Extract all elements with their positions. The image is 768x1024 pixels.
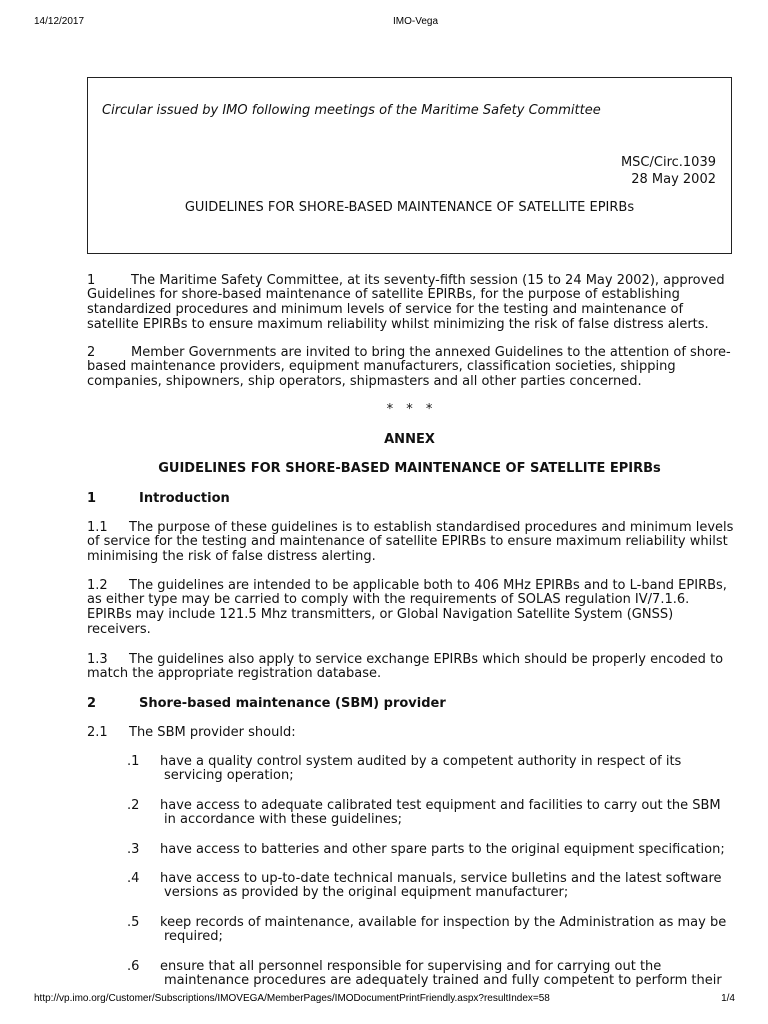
paragraph-line: [87, 274, 732, 289]
list-item: [127, 843, 732, 858]
list-item-number: .6: [127, 958, 140, 974]
paragraph-line: [87, 579, 732, 594]
list-item: [127, 960, 732, 989]
list-item-line: in accordance with these guidelines;: [164, 812, 402, 828]
list-item: [127, 916, 732, 945]
list-item-line: [127, 843, 732, 858]
list-item-line: maintenance procedures are adequately trained and fully competent to perform their: [164, 973, 722, 989]
annex-paragraph: [87, 521, 732, 565]
print-url: http://vp.imo.org/Customer/Subscriptions/IMOVEGA/MemberPages/IMODocumentPrintFriendly.aspx?resultIndex=58: [34, 993, 550, 1004]
paragraph-line: of service for the testing and maintenance of satellite EPIRBs to ensure maximum reliability whilst: [87, 534, 728, 550]
annex-paragraph: [87, 579, 732, 638]
list-item: [127, 755, 732, 784]
paragraph-number: 2: [87, 344, 96, 360]
circular-reference: MSC/Circ.1039: [620, 154, 716, 170]
paragraph-line: Guidelines for shore-based maintenance of satellite EPIRBs, for the purpose of establishing: [87, 287, 680, 303]
circular-date: 28 May 2002: [631, 171, 716, 187]
section-heading: [87, 492, 732, 507]
paragraph-number: 2.1: [87, 724, 108, 740]
paragraph-line: satellite EPIRBs to ensure maximum reliability whilst minimizing the risk of false distress alerts.: [87, 316, 709, 332]
list-item: [127, 799, 732, 828]
list-item: [127, 872, 732, 901]
list-item-number: .5: [127, 914, 140, 930]
paragraph-line: receivers.: [87, 621, 151, 637]
list-item-line: [127, 960, 732, 975]
intro-paragraph: [87, 346, 732, 390]
paragraph-text: The purpose of these guidelines is to establish standardised procedures and minimum levels: [129, 519, 734, 535]
paragraph-text: The guidelines are intended to be applicable both to 406 MHz EPIRBs and to L-band EPIRBs,: [129, 577, 727, 593]
print-site-title: IMO-Vega: [393, 16, 439, 27]
section-number: 2: [87, 695, 97, 711]
section-title: Introduction: [139, 490, 230, 506]
list-item-text: ensure that all personnel responsible for supervising and for carrying out the: [160, 958, 662, 974]
paragraph-line: standardized procedures and minimum levels of service for the testing and maintenance of: [87, 301, 684, 317]
list-item-line: required;: [164, 929, 223, 945]
paragraph-line: EPIRBs may include 121.5 Mhz transmitters, or Global Navigation Satellite System (GNSS): [87, 606, 674, 622]
paragraph-line: based maintenance providers, equipment manufacturers, classification societies, shipping: [87, 359, 676, 375]
section-number: 1: [87, 490, 97, 506]
section-heading: [87, 697, 732, 712]
circular-title: GUIDELINES FOR SHORE-BASED MAINTENANCE OF SATELLITE EPIRBs: [184, 199, 635, 215]
list-item-text: have a quality control system audited by a competent authority in respect of its: [160, 753, 682, 769]
circular-issued-note: Circular issued by IMO following meetings of the Maritime Safety Committee: [102, 102, 601, 118]
annex-paragraph: [87, 653, 732, 682]
list-item-line: [127, 916, 732, 931]
paragraph-number: 1.2: [87, 577, 108, 593]
annex-paragraph: [87, 726, 732, 741]
paragraph-line: [87, 653, 732, 668]
paragraph-line: match the appropriate registration database.: [87, 666, 382, 682]
section-separator: * * *: [386, 401, 433, 417]
paragraph-line: [87, 726, 732, 741]
print-date: 14/12/2017: [34, 16, 85, 27]
paragraph-text: Member Governments are invited to bring the annexed Guidelines to the attention of shore-: [131, 344, 731, 360]
list-item-number: .3: [127, 841, 140, 857]
paragraph-text: The SBM provider should:: [129, 724, 296, 740]
list-item-text: have access to up-to-date technical manuals, service bulletins and the latest software: [160, 870, 722, 886]
section-title: Shore-based maintenance (SBM) provider: [139, 695, 446, 711]
section-heading-line: [87, 492, 732, 507]
page-indicator: 1/4: [721, 993, 735, 1004]
list-item-text: keep records of maintenance, available for inspection by the Administration as may be: [160, 914, 727, 930]
paragraph-text: The guidelines also apply to service exchange EPIRBs which should be properly encoded to: [129, 651, 724, 667]
paragraph-number: 1.3: [87, 651, 108, 667]
list-item-line: servicing operation;: [164, 768, 294, 784]
paragraph-line: companies, shipowners, ship operators, shipmasters and all other parties concerned.: [87, 373, 642, 389]
paragraph-line: as either type may be carried to comply with the requirements of SOLAS regulation IV/7.1.6.: [87, 592, 690, 608]
paragraph-number: 1.1: [87, 519, 108, 535]
list-item-number: .4: [127, 870, 140, 886]
list-item-number: .2: [127, 797, 140, 813]
intro-paragraph: [87, 274, 732, 333]
list-item-line: versions as provided by the original equipment manufacturer;: [164, 885, 569, 901]
annex-title: GUIDELINES FOR SHORE-BASED MAINTENANCE OF SATELLITE EPIRBs: [158, 460, 661, 476]
list-item-line: [127, 755, 732, 770]
paragraph-line: [87, 346, 732, 361]
list-item-text: have access to adequate calibrated test equipment and facilities to carry out the SBM: [160, 797, 721, 813]
section-heading-line: [87, 697, 732, 712]
paragraph-line: [87, 521, 732, 536]
annex-label: ANNEX: [384, 431, 435, 447]
paragraph-text: The Maritime Safety Committee, at its seventy-fifth session (15 to 24 May 2002), approved: [131, 272, 725, 288]
paragraph-number: 1: [87, 272, 96, 288]
list-item-line: [127, 872, 732, 887]
list-item-number: .1: [127, 753, 140, 769]
list-item-line: [127, 799, 732, 814]
list-item-text: have access to batteries and other spare parts to the original equipment specification;: [160, 841, 725, 857]
circular-header-box: [87, 77, 732, 254]
paragraph-line: minimising the risk of false distress alerting.: [87, 548, 376, 564]
